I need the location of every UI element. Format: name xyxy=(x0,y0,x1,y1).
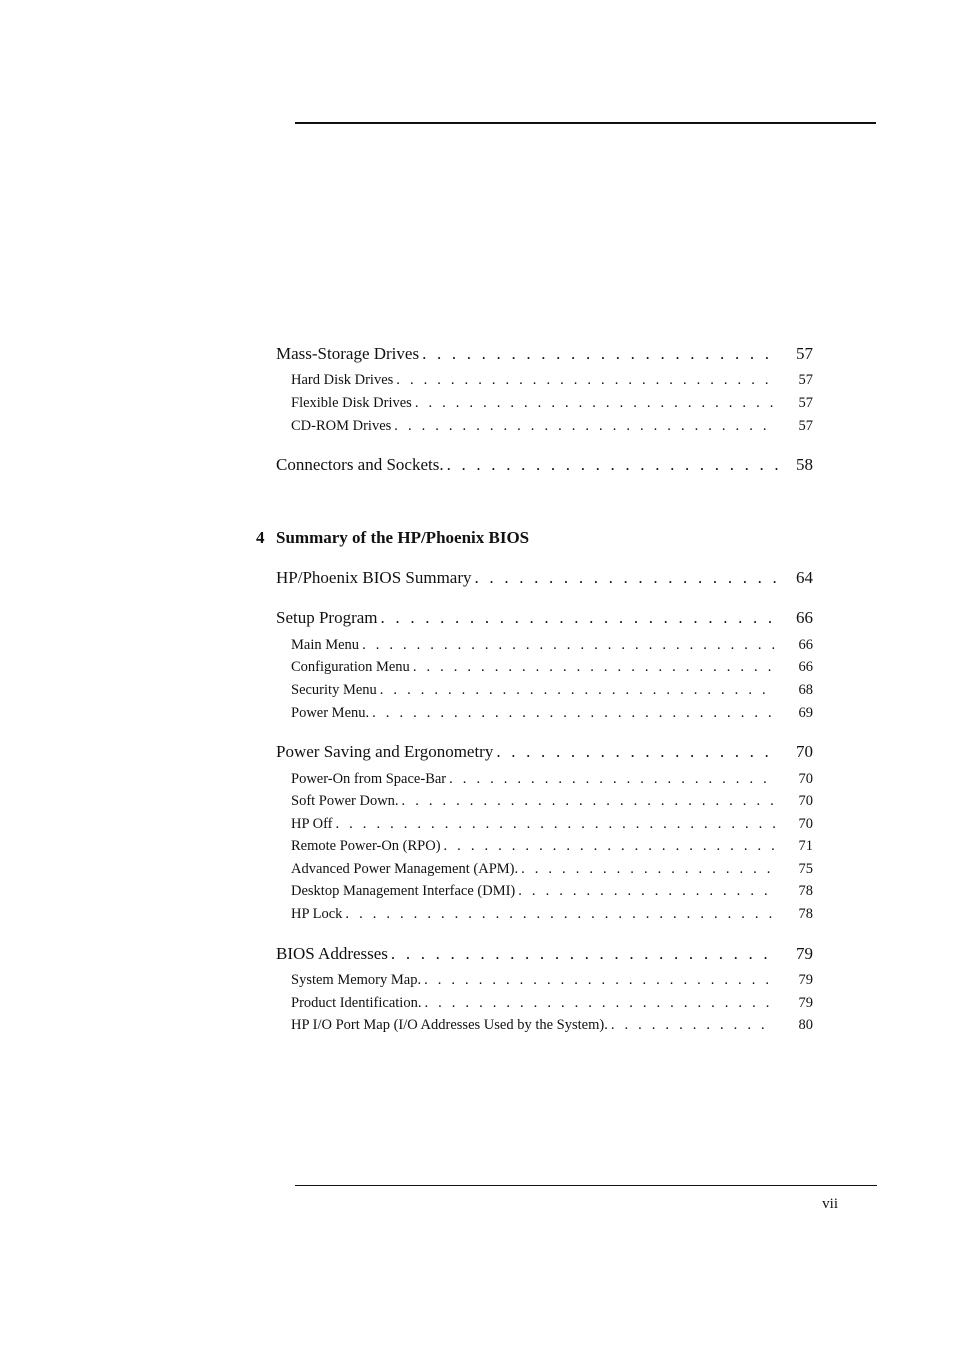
toc-entry-power-saving[interactable] xyxy=(276,742,813,762)
toc-subentry-main-menu[interactable] xyxy=(291,637,813,654)
toc-subentry-soft-power-down[interactable] xyxy=(291,793,813,810)
toc-subentry-page: 70 xyxy=(798,793,813,809)
toc-entry-page: 64 xyxy=(796,568,813,587)
chapter-heading[interactable] xyxy=(256,528,529,548)
dot-leader xyxy=(415,395,775,412)
toc-entry-label: Power Saving and Ergonometry xyxy=(276,742,494,761)
toc-subentry-apm[interactable] xyxy=(291,861,813,878)
toc-subentry-page: 69 xyxy=(798,705,813,721)
toc-subentry-page: 78 xyxy=(798,906,813,922)
toc-subentry-page: 57 xyxy=(798,395,813,411)
toc-subentry-label: Flexible Disk Drives xyxy=(291,395,412,411)
toc-subentry-hp-lock[interactable] xyxy=(291,906,813,923)
toc-subentry-page: 79 xyxy=(798,972,813,988)
dot-leader xyxy=(447,455,779,475)
header-rule xyxy=(295,122,876,124)
toc-subentry-label: System Memory Map. xyxy=(291,972,422,988)
toc-subentry-remote-power-on[interactable] xyxy=(291,838,813,855)
toc-subentry-page: 66 xyxy=(798,659,813,675)
toc-subentry-label: Hard Disk Drives xyxy=(291,372,394,388)
toc-subentry-power-on-space-bar[interactable] xyxy=(291,771,813,788)
dot-leader xyxy=(362,637,775,654)
dot-leader xyxy=(496,742,779,762)
toc-subentry-label: Power Menu. xyxy=(291,705,370,721)
toc-entry-label: Mass-Storage Drives xyxy=(276,344,420,363)
toc-subentry-page: 70 xyxy=(798,771,813,787)
toc-entry-page: 58 xyxy=(796,455,813,474)
toc-subentry-label: HP Off xyxy=(291,816,333,832)
toc-subentry-page: 78 xyxy=(798,883,813,899)
dot-leader xyxy=(518,883,775,900)
toc-subentry-product-identification[interactable] xyxy=(291,995,813,1012)
toc-subentry-page: 79 xyxy=(798,995,813,1011)
dot-leader xyxy=(521,861,775,878)
dot-leader xyxy=(372,705,775,722)
toc-subentry-label: Security Menu xyxy=(291,682,377,698)
toc-subentry-configuration-menu[interactable] xyxy=(291,659,813,676)
dot-leader xyxy=(402,793,775,810)
dot-leader xyxy=(424,995,775,1012)
toc-entry-setup-program[interactable] xyxy=(276,608,813,628)
toc-subentry-dmi[interactable] xyxy=(291,883,813,900)
toc-entry-label: BIOS Addresses xyxy=(276,944,388,963)
toc-entry-page: 79 xyxy=(796,944,813,963)
toc-subentry-system-memory-map[interactable] xyxy=(291,972,813,989)
dot-leader xyxy=(449,771,775,788)
toc-entry-label: Setup Program xyxy=(276,608,378,627)
toc-subentry-cd-rom-drives[interactable] xyxy=(291,418,813,435)
dot-leader xyxy=(413,659,775,676)
toc-entry-page: 57 xyxy=(796,344,813,363)
toc-entry-connectors-and-sockets[interactable] xyxy=(276,455,813,475)
toc-subentry-label: HP I/O Port Map (I/O Addresses Used by the System). xyxy=(291,1017,608,1033)
toc-subentry-flexible-disk-drives[interactable] xyxy=(291,395,813,412)
toc-entry-page: 70 xyxy=(796,742,813,761)
toc-entry-page: 66 xyxy=(796,608,813,627)
toc-subentry-hp-off[interactable] xyxy=(291,816,813,833)
dot-leader xyxy=(444,838,775,855)
toc-subentry-label: Power-On from Space-Bar xyxy=(291,771,447,787)
toc-subentry-label: Desktop Management Interface (DMI) xyxy=(291,883,516,899)
toc-subentry-label: HP Lock xyxy=(291,906,343,922)
dot-leader xyxy=(475,568,779,588)
footer-rule xyxy=(295,1185,877,1186)
toc-subentry-page: 75 xyxy=(798,861,813,877)
toc-entry-label: HP/Phoenix BIOS Summary xyxy=(276,568,472,587)
toc-subentry-label: Configuration Menu xyxy=(291,659,410,675)
toc-entry-label: Connectors and Sockets. xyxy=(276,455,444,474)
chapter-title: Summary of the HP/Phoenix BIOS xyxy=(276,528,530,547)
toc-subentry-label: Remote Power-On (RPO) xyxy=(291,838,441,854)
dot-leader xyxy=(396,372,775,389)
toc-entry-bios-summary[interactable] xyxy=(276,568,813,588)
toc-subentry-page: 66 xyxy=(798,637,813,653)
dot-leader xyxy=(381,608,779,628)
toc-subentry-label: CD-ROM Drives xyxy=(291,418,392,434)
dot-leader xyxy=(336,816,776,833)
dot-leader xyxy=(611,1017,775,1034)
chapter-number: 4 xyxy=(256,528,265,547)
toc-subentry-page: 68 xyxy=(798,682,813,698)
toc-subentry-hard-disk-drives[interactable] xyxy=(291,372,813,389)
dot-leader xyxy=(422,344,779,364)
dot-leader xyxy=(391,944,779,964)
toc-subentry-page: 70 xyxy=(798,816,813,832)
page-number: vii xyxy=(822,1196,838,1212)
toc-subentry-page: 57 xyxy=(798,372,813,388)
toc-subentry-label: Main Menu xyxy=(291,637,360,653)
toc-subentry-page: 71 xyxy=(798,838,813,854)
toc-subentry-label: Soft Power Down. xyxy=(291,793,399,809)
toc-subentry-label: Product Identification. xyxy=(291,995,422,1011)
toc-subentry-label: Advanced Power Management (APM). xyxy=(291,861,519,877)
dot-leader xyxy=(380,682,775,699)
toc-entry-mass-storage-drives[interactable] xyxy=(276,344,813,364)
dot-leader xyxy=(394,418,775,435)
toc-subentry-security-menu[interactable] xyxy=(291,682,813,699)
dot-leader xyxy=(345,906,775,923)
toc-subentry-page: 80 xyxy=(798,1017,813,1033)
dot-leader xyxy=(424,972,775,989)
toc-subentry-page: 57 xyxy=(798,418,813,434)
toc-subentry-power-menu[interactable] xyxy=(291,705,813,722)
toc-entry-bios-addresses[interactable] xyxy=(276,944,813,964)
toc-subentry-hp-io-port-map[interactable] xyxy=(291,1017,813,1034)
